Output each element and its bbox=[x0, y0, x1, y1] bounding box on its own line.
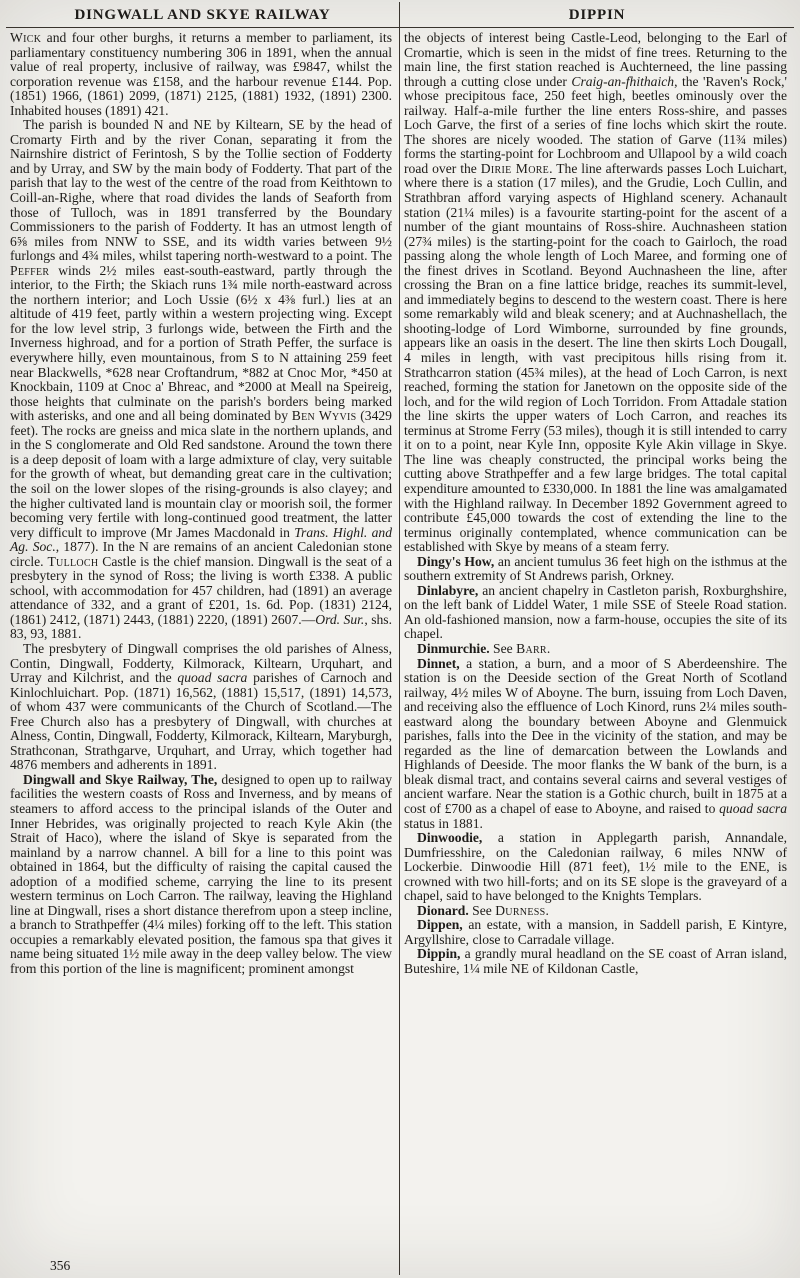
text-run: the objects of interest being Castle-Leod, belonging to the Earl of Cromartie, which is seen in the midst of fine trees. Returning to the main line, the first station reached is Auchterneed, the line passing through a cutting close under bbox=[404, 30, 787, 89]
entry-name: Dinnet, bbox=[417, 655, 460, 671]
smallcaps-reference: Durness bbox=[495, 902, 546, 918]
smallcaps-reference: Peffer bbox=[10, 262, 50, 278]
entry-dinmurchie bbox=[404, 642, 787, 657]
entry-dippen bbox=[404, 918, 787, 947]
presbytery-paragraph bbox=[10, 642, 392, 773]
smallcaps-reference: Dirie More bbox=[480, 160, 550, 176]
entry-name: Dingy's How, bbox=[417, 553, 495, 569]
entry-name: Dinlabyre, bbox=[417, 582, 479, 598]
text-run: an estate, with a mansion, in Saddell parish, E Kintyre, Argyllshire, close to Carradale village. bbox=[404, 917, 787, 947]
entry-name: Dinmurchie. bbox=[417, 640, 490, 656]
text-run: parishes of Carnoch and Kinlochluichart. Pop. (1871) 16,562, (1881) 15,517, (1891) 14,573, of whom 437 were communicants of the Church of Scotland.—The Free Church also has a presbytery of Dingwall, with churches at Alness, Contin, Dingwall, Fodderty, Kilmorack, Kiltearn, Maryburgh, Strathconan, Strathgarve, Urquhart, and Urray, which together had 4876 members and adherents in 1891. bbox=[10, 670, 392, 773]
entry-dionard bbox=[404, 904, 787, 919]
text-run: . bbox=[545, 902, 549, 918]
text-run: a station, a burn, and a moor of S Aberdeenshire. The station is on the Deeside section of the Great North of Scotland railway, 4½ miles W of Aboyne. The burn, issuing from Loch Daven, and receiving also the effluence of Loch Kinord, runs 2¼ miles south-eastward along the boundary between Aboyne and Glenmuick parishes, falls into the Dee in the vicinity of the station, and may be regarded as the line of demarcation between the Lowlands and Highlands of Deeside. The moor flanks the W bank of the burn, is a bleak dismal tract, and contains several cairns and several vestiges of ancient warfare. Near the station is a Gothic church, built in 1875 at a cost of £700 as a chapel of ease to Aboyne, and raised to bbox=[404, 655, 787, 816]
entry-dingwall-and-skye-railway bbox=[10, 773, 392, 977]
text-run: The parish is bounded N and NE by Kiltearn, SE by the head of Cromarty Firth and by the river Conan, separating it from the Nairnshire district of Ferintosh, S by the Tollie section of Fodderty and by Urray, and SW by the main body of Fodderty. That part of the parish that lay to the west of the centre of the road from Keithtown to Coill-an-Righe, where that road divides the lands of Seaforth from those of Tulloch, was in 1891 transferred by the Boundary Commissioners to the parish of Fodderty. It has an utmost length of 6⅝ miles from NNW to SSE, and its width varies between 9½ furlongs and 4¾ miles, whilst tapering north-westward to a point. The bbox=[10, 117, 392, 264]
continuation-paragraph bbox=[10, 31, 392, 118]
railway-continuation-paragraph bbox=[404, 31, 787, 555]
text-run: The presbytery of Dingwall comprises the old parishes of Alness, Contin, Dingwall, Fodderty, Kilmorack, Kiltearn, Urquhart, and Urray and Kilchrist, and the bbox=[10, 640, 392, 686]
text-run: See bbox=[468, 902, 496, 918]
italic-text-run: Ord. Sur. bbox=[315, 611, 365, 627]
text-run: designed to open up to railway facilities the western coasts of Ross and Inverness, and by means of steamers to afford access to the principal islands of the Outer and Inner Hebrides, was originally projected to reach Kyle Akin (the Strait of Haco), where the island of Skye is separated from the mainland by a narrow channel. A bill for a line to this point was obtained in 1864, but the difficulty of raising the capital caused the adoption of a modified scheme, carrying the line to its present western terminus on Loch Carron. The railway, leaving the Highland line at Dingwall, rises a short distance therefrom upon a steep incline, a branch to Strathpeffer (4¼ miles) forking off to the left. This station occupies a remarkably elevated position, the famous spa that gives it name being situated 1½ mile away in the deep valley below. The view from this portion of the line is magnificent; prominent amongst bbox=[10, 771, 393, 976]
entry-dinnet bbox=[404, 657, 787, 832]
smallcaps-reference: Tulloch bbox=[47, 553, 99, 569]
text-run: . The line afterwards passes Loch Luichart, where there is a station (17 miles), and the Grudie, Loch Cullin, and Strathbran afford varying aspects of Highland scenery. Achanault station (21¼ miles) is a favourite starting-point for the ascent of a number of the giant mountains of Ross-shire. Auchnasheen station (27¾ miles) is the starting-point for the coach to Gairloch, the road passing along the whole length of Loch Maree, and forming one of the finest drives in Scotland. Beyond Auchnasheen the line, after crossing the Bran on a fine lattice bridge, reaches its summit-level, and immediately begins to descend to the western coast. There is here some remarkably wild and bleak scenery; and at Auchnashellach, the shooting-lodge of Lord Wimborne, surrounded by fine grounds, appears like an oasis in the desert. The line then skirts Loch Dougall, 4 miles in length, with vast precipitous hills rising from it. Strathcarron station (45¾ miles), at the head of Loch Carron, is next reached, forming the station for Janetown on the opposite side of the loch, and for the wild region of Loch Torridon. From Attadale station the line skirts the upper waters of Loch Carron, and reaches its terminus at Strome Ferry (53 miles), though it is still intended to carry it on to a point, near Kyle Inn, opposite Kyle Akin village in Skye. The line was cheaply constructed, the principal works being the cutting above Strathpeffer and a few large bridges. The total capital expenditure amounted to £330,000. In 1881 the line was amalgamated with the Highland railway. In December 1892 Government agreed to contribute £45,000 towards the cost of extending the line to the terminus originally contemplated, whence communication can be established with Skye by means of a steam ferry. bbox=[404, 160, 787, 555]
text-run: , the 'Raven's Rock,' whose precipitous face, 250 feet high, beetles ominously over the railway. Half-a-mile further the line enters Ross-shire, and passes Loch Garve, the first of a series of fine lochs which skirt the route. The shores are nicely wooded. The station of Garve (11¾ miles) forms the starting-point for Lochbroom and Ullapool by a wild coach road over the bbox=[404, 73, 787, 176]
entry-name: Dionard. bbox=[417, 902, 469, 918]
text-run: See bbox=[489, 640, 517, 656]
entry-dinlabyre bbox=[404, 584, 787, 642]
smallcaps-reference: Barr bbox=[516, 640, 547, 656]
text-run: an ancient chapelry in Castleton parish, Roxburghshire, on the left bank of Liddel Water, 1 mile SSE of Steele Road station. An old-fashioned mansion, now a farm-house, occupies the site of its chapel. bbox=[404, 582, 787, 642]
italic-text-run: Trans. Highl. and Ag. Soc. bbox=[10, 524, 392, 555]
running-head-right: DIPPIN bbox=[568, 7, 626, 23]
running-head bbox=[6, 2, 794, 28]
text-columns bbox=[6, 28, 794, 1275]
text-run: an ancient tumulus 36 feet high on the isthmus at the southern extremity of St Andrews parish, Orkney. bbox=[404, 553, 787, 584]
text-run: (3429 feet). The rocks are gneiss and mica slate in the northern uplands, and in the S conglomerate and Old Red sandstone. Around the town there is a deep deposit of loam with a large admixture of clay, very suitable for the growth of wheat, but demanding great care in the cultivation; the soil on the lower slopes of the rising-grounds is also clayey; and the higher cultivated land is mountain clay or moorish soil, the former becoming very fertile with long-continued good treatment, the latter very difficult to improve (Mr James Macdonald in bbox=[10, 408, 392, 540]
running-head-left: DINGWALL AND SKYE RAILWAY bbox=[6, 2, 400, 27]
text-run: a station in Applegarth parish, Annandale, Dumfriesshire, on the Caledonian railway, 6 miles NNW of Lockerbie. Dinwoodie Hill (871 feet), 1½ mile to the ENE, is crowned with two hill-forts; and on its SE slope is the graveyard of a chapel, said to have belonged to the Knights Templars. bbox=[404, 830, 787, 904]
page-number: 356 bbox=[50, 1258, 71, 1273]
text-run: status in 1881. bbox=[404, 815, 483, 831]
column-left bbox=[6, 28, 400, 1275]
entry-dippin bbox=[404, 947, 787, 976]
entry-name: Dippin, bbox=[417, 946, 461, 962]
text-run: , shs. 83, 93, 1881. bbox=[10, 611, 392, 642]
entry-dinwoodie bbox=[404, 831, 787, 904]
text-run: winds 2½ miles east-south-eastward, partly through the interior, to the Firth; the Skiach runs 1¾ mile north-eastward across the northern interior; and Loch Ussie (6½ x 4⅜ furl.) lies at an altitude of 419 feet, partly within a western projecting wing. Except for the low level strip, 3 furlongs wide, between the Firth and the Inverness highroad, and for a portion of Strath Peffer, the surface is everywhere hilly, even mountainous, from S to N attaining 259 feet near Blackwells, *628 near Croftandrum, *882 at Cnoc Mor, *450 at Knockbain, 1109 at Cnoc a' Bhreac, and *2000 at Meall na Speireig, those heights that culminate on the parish's borders being marked with asterisks, and one and all being dominated by bbox=[10, 262, 392, 424]
smallcaps-reference: Wick bbox=[10, 30, 42, 45]
entry-name: Dippen, bbox=[417, 917, 463, 933]
text-run: , 1877). In the N are remains of an ancient Caledonian stone circle. bbox=[10, 539, 392, 569]
smallcaps-reference: Ben Wyvis bbox=[291, 408, 357, 424]
entry-name: Dingwall and Skye Railway, The, bbox=[23, 771, 218, 787]
text-run: a grandly mural headland on the SE coast of Arran island, Buteshire, 1¼ mile NE of Kildonan Castle, bbox=[404, 946, 787, 976]
entry-dingys-how bbox=[404, 555, 787, 584]
text-run: . bbox=[546, 640, 551, 656]
italic-text-run: quoad sacra bbox=[177, 670, 248, 686]
entry-name: Dinwoodie, bbox=[417, 830, 483, 846]
italic-text-run: quoad sacra bbox=[719, 800, 787, 816]
text-run: and four other burghs, it returns a member to parliament, its parliamentary constituency numbering 306 in 1891, when the annual value of real property, inclusive of railway, was £9847, whilst the corporation revenue was £158, and the harbour revenue £144. Pop. (1851) 1966, (1861) 2099, (1871) 2125, (1881) 1932, (1891) 2300. Inhabited houses (1891) 421. bbox=[10, 30, 392, 118]
parish-description-paragraph bbox=[10, 118, 392, 642]
column-right bbox=[400, 28, 794, 1275]
italic-text-run: Craig-an-fhithaich bbox=[571, 73, 675, 89]
text-run: Castle is the chief mansion. Dingwall is the seat of a presbytery in the synod of Ross; the living is worth £338. A public school, with accommodation for 457 children, had (1891) an average attendance of 332, and a grant of £201, 1s. 6d. Pop. (1831) 2124, (1861) 2412, (1871) 2443, (1881) 2220, (1891) 2607.— bbox=[10, 553, 392, 627]
